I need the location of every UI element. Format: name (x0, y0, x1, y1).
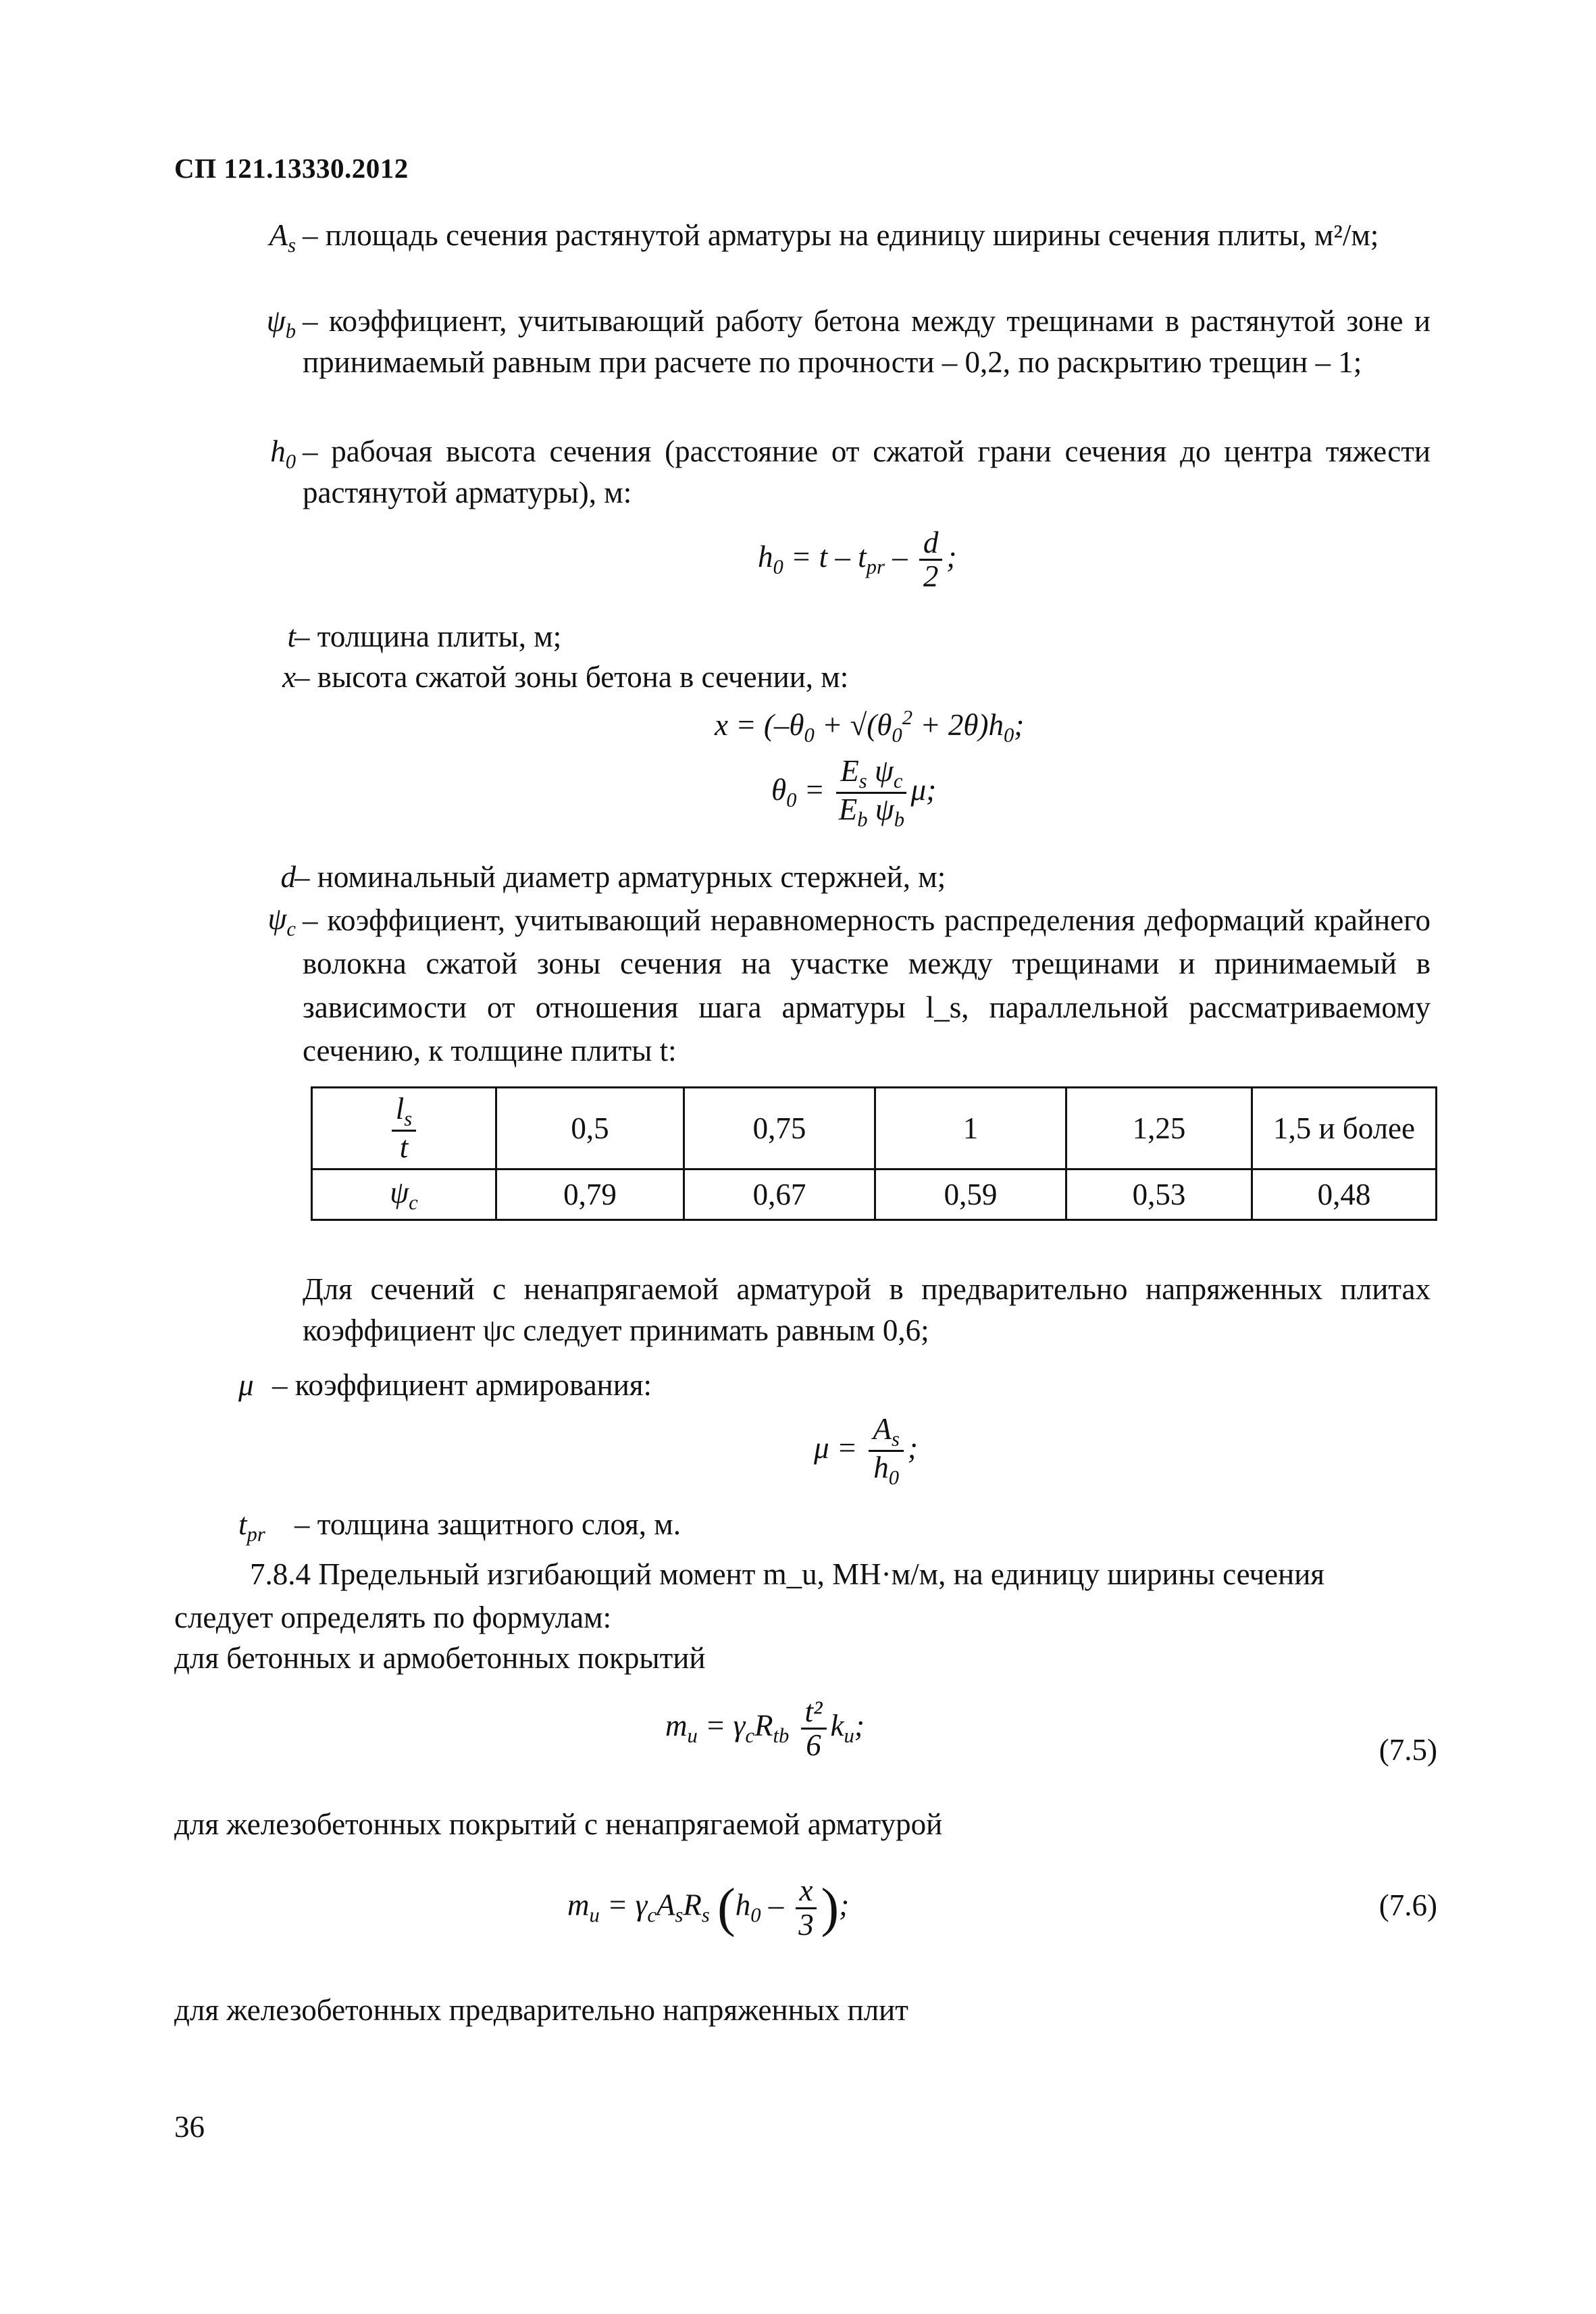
formula-theta-lhs-sub: 0 (786, 788, 797, 811)
formula-h0-den: 2 (923, 559, 939, 594)
table-cell: 1 (875, 1088, 1066, 1169)
definition-as-text: – площадь сечения растянутой арматуры на единицу ширины сечения плиты, м²/м; (303, 218, 1379, 252)
definition-d (174, 857, 1431, 898)
psi-c-table (311, 1086, 1437, 1221)
formula-x-part-b: + √(θ (814, 708, 892, 742)
symbol-x: x (282, 660, 296, 694)
symbol-psib: $\psi_b$ (266, 304, 296, 343)
page-number: 36 (174, 2110, 205, 2144)
table-cell: 0,79 (496, 1169, 684, 1220)
definition-psib-text: – коэффициент, учитывающий работу бетона между трещинами в растянутой зоне и принимаемый равным при расчете по прочности – 0,2, по раскрытию трещин – 1; (303, 304, 1431, 379)
formula-x (715, 704, 1024, 749)
formula-theta-den: $E_b$ $\psi_b$ (838, 793, 905, 832)
note-psic-text: Для сечений с ненапрягаемой арматурой в предварительно напряженных плитах коэффициент ψc следует принимать равным 0,6; (303, 1272, 1431, 1347)
formula-h0-fraction (919, 527, 943, 593)
table-cell: 0,48 (1252, 1169, 1437, 1220)
definition-psic-text: – коэффициент, учитывающий неравномерность распределения деформаций крайнего волокна сжатой зоны сечения на участке между трещинами и принимаемый в зависимости от отношения шага арматуры l_s, параллельной рассматриваемому сечению, к толщине плиты t: (303, 903, 1431, 1068)
formula-h0-lhs-sub: 0 (773, 555, 783, 579)
text-76-intro: для железобетонных покрытий с ненапрягаемой арматурой (174, 1807, 943, 1841)
formula-x-tail: ; (1014, 708, 1025, 742)
symbol-d: d (280, 860, 296, 894)
table-cell: 0,75 (684, 1088, 875, 1169)
table-cell: 0,5 (496, 1088, 684, 1169)
formula-x-sub0: 0 (804, 724, 815, 747)
equation-number-7-5: (7.5) (1379, 1733, 1437, 1767)
formula-x-sup1: 2 (902, 706, 912, 729)
equation-number-7-6: (7.6) (1379, 1888, 1437, 1922)
section-784-line3: для бетонных и армобетонных покрытий (174, 1641, 706, 1675)
table-cell: 0,67 (684, 1169, 875, 1220)
symbol-h0: $h_0$ (270, 434, 296, 473)
definition-tpr (174, 1504, 1431, 1545)
section-784-line1: 7.8.4 Предельный изгибающий момент m_u, МН·м/м, на единицу ширины сечения (250, 1557, 1324, 1591)
formula-mu (814, 1413, 918, 1488)
formula-h0-eq: = t – t (791, 540, 867, 574)
formula-x-sub2: 0 (1003, 724, 1014, 747)
formula-7-6: $m_u = \gamma_cA_sR_s$ ($h_0$ – $\frac{x}{3}$ ); (567, 1873, 850, 1942)
table-cell: 1,5 и более (1252, 1088, 1437, 1169)
definition-x-text: – высота сжатой зоны бетона в сечении, м: (294, 660, 849, 694)
running-head: СП 121.13330.2012 (174, 153, 409, 184)
formula-h0-minus: – (892, 540, 908, 574)
definition-d-text: – номинальный диаметр арматурных стержней, м; (294, 860, 946, 894)
text-77-intro: для железобетонных предварительно напряженных плит (174, 1993, 908, 2027)
formula-x-part-a: x = (–θ (715, 708, 804, 742)
formula-7-5: $m_u = \gamma_cR_{tb}$ $\frac{\text{t²}}{6}$ $k_u$; (665, 1694, 865, 1763)
formula-mu-tail: ; (907, 1430, 918, 1465)
definition-mu-text: – коэффициент армирования: (272, 1368, 652, 1402)
formula-mu-fraction: $\frac{A_s}{h_0}$ (869, 1413, 903, 1488)
definition-h0-text: – рабочая высота сечения (расстояние от сжатой грани сечения до центра тяжести растянутой арматуры), м: (303, 434, 1431, 509)
formula-theta-tail: μ; (910, 772, 937, 807)
definition-t (174, 616, 1431, 657)
symbol-psic: $\psi_c$ (267, 902, 296, 940)
table-cell: 0,59 (875, 1169, 1066, 1220)
formula-theta (771, 755, 936, 830)
table-header-psic: $\psi_c$ (312, 1169, 496, 1220)
definition-t-text: – толщина плиты, м; (294, 620, 562, 653)
symbol-mu: μ (238, 1368, 254, 1402)
definition-psib (174, 301, 1431, 383)
formula-theta-lhs: θ (771, 772, 787, 807)
formula-h0 (758, 527, 956, 593)
table-header-ratio: $\frac{l_s}{t}$ (312, 1088, 496, 1169)
definition-x (174, 657, 1431, 698)
definition-mu (174, 1365, 1431, 1406)
formula-h0-tail: ; (946, 540, 957, 574)
note-psic (174, 1269, 1431, 1351)
definition-tpr-text: – толщина защитного слоя, м. (294, 1507, 681, 1541)
formula-x-sub1: 0 (892, 724, 902, 747)
symbol-tpr: $t_{pr}$ (238, 1507, 265, 1546)
symbol-t: t (287, 620, 296, 653)
definition-psic (174, 899, 1431, 1072)
table-cell: 1,25 (1066, 1088, 1252, 1169)
formula-h0-num: d (919, 527, 943, 561)
symbol-as: $A_s$ (269, 218, 296, 257)
formula-mu-lhs: μ = (814, 1430, 858, 1465)
definition-h0 (174, 431, 1431, 513)
table-row (312, 1088, 1437, 1169)
formula-h0-tsub: pr (866, 555, 885, 579)
table-cell: 0,53 (1066, 1169, 1252, 1220)
formula-theta-fraction (836, 755, 906, 830)
table-row (312, 1169, 1437, 1220)
definition-as (174, 215, 1431, 256)
formula-x-part-c: + 2θ)h (912, 708, 1004, 742)
formula-h0-lhs: h (758, 540, 773, 574)
section-784-line2: следует определять по формулам: (174, 1601, 612, 1634)
formula-theta-eq: = (804, 772, 825, 807)
formula-theta-num: $E_s$ $\psi_c$ (836, 755, 906, 794)
